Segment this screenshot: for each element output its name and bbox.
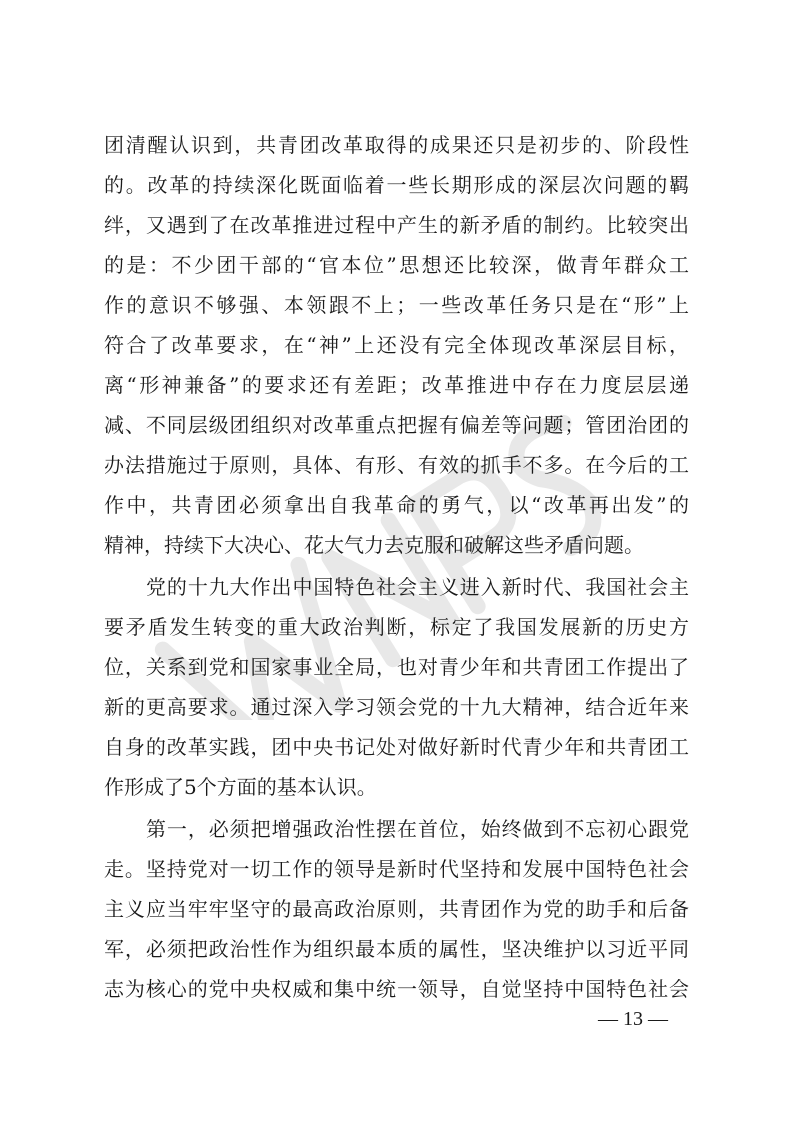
text-line: 团清醒认识到，共青团改革取得的成果还只是初步的、阶段性	[104, 133, 689, 157]
text-line: 主义应当牢牢坚守的最高政治原则，共青团作为党的助手和后备	[104, 897, 689, 921]
text-line: 办法措施过于原则，具体、有形、有效的抓手不多。在今后的工	[104, 453, 689, 477]
text-line: 离“形神兼备”的要求还有差距；改革推进中存在力度层层递	[104, 373, 689, 397]
text-line: 作形成了5个方面的基本认识。	[104, 775, 377, 799]
text-line: 自身的改革实践，团中央书记处对做好新时代青少年和共青团工	[104, 735, 689, 759]
text-line: 的是：不少团干部的“官本位”思想还比较深，做青年群众工	[104, 253, 689, 277]
text-line: 的。改革的持续深化既面临着一些长期形成的深层次问题的羁	[104, 173, 689, 197]
text-line: 军，必须把政治性作为组织最本质的属性，坚决维护以习近平同	[104, 937, 689, 961]
paragraph-first-line: 第一，必须把增强政治性摆在首位，始终做到不忘初心跟党	[146, 817, 689, 841]
text-line: 减、不同层级团组织对改革重点把握有偏差等问题；管团治团的	[104, 413, 689, 437]
text-line: 作中，共青团必须拿出自我革命的勇气，以“改革再出发”的	[104, 493, 689, 517]
text-line: 要矛盾发生转变的重大政治判断，标定了我国发展新的历史方	[104, 615, 689, 639]
text-line: 绊，又遇到了在改革推进过程中产生的新矛盾的制约。比较突出	[104, 213, 689, 237]
paragraph-first-line: 党的十九大作出中国特色社会主义进入新时代、我国社会主	[146, 575, 689, 599]
page-number: — 13 —	[598, 1008, 668, 1030]
text-line: 位，关系到党和国家事业全局，也对青少年和共青团工作提出了	[104, 655, 689, 679]
text-line: 符合了改革要求，在“神”上还没有完全体现改革深层目标，	[104, 333, 689, 357]
text-line: 精神，持续下大决心、花大气力去克服和破解这些矛盾问题。	[104, 533, 644, 557]
text-line: 作的意识不够强、本领跟不上；一些改革任务只是在“形”上	[104, 293, 689, 317]
text-line: 走。坚持党对一切工作的领导是新时代坚持和发展中国特色社会	[104, 857, 689, 881]
text-line: 新的更高要求。通过深入学习领会党的十九大精神，结合近年来	[104, 695, 689, 719]
text-line: 志为核心的党中央权威和集中统一领导，自觉坚持中国特色社会	[104, 977, 689, 1001]
